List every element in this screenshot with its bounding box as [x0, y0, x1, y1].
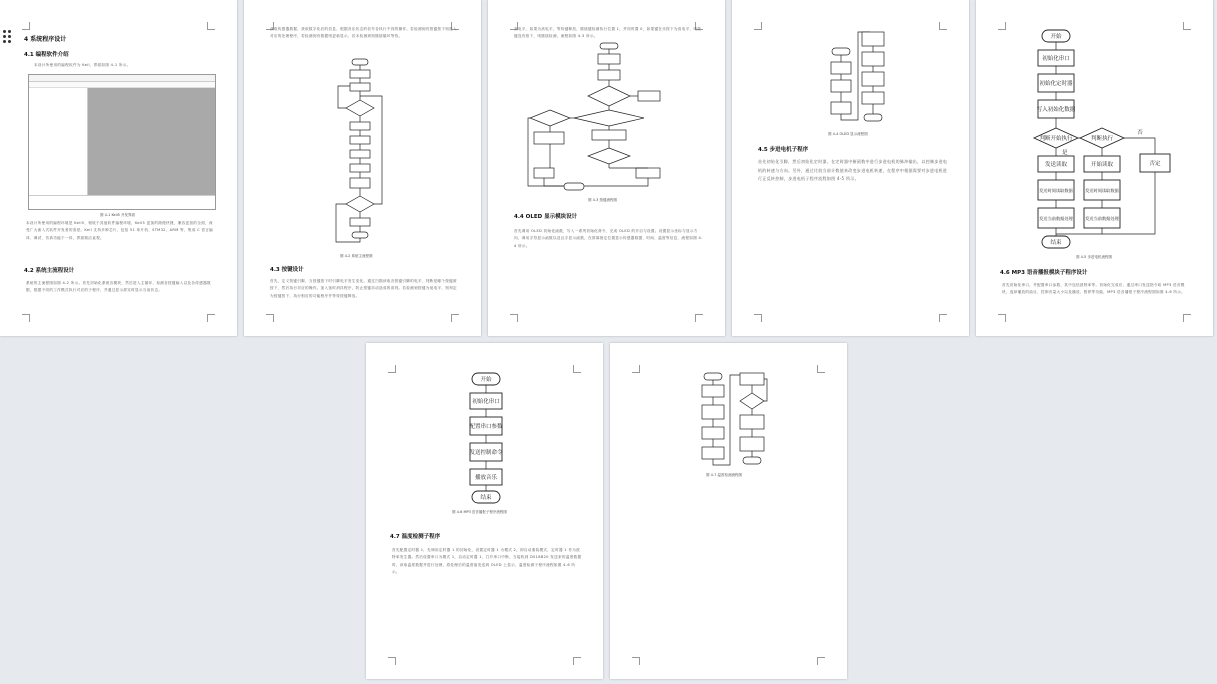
flow-node-label: 发送当前数据处理 [1085, 216, 1119, 221]
body-paragraph: 首先初始化串口，并配置串口参数，其中包括波特率等。初始化完成后，通过串口发送指令给 MP3 语音模块，选择播放的曲目，控制音量大小以及播放、暂停等功能，MP3 语音播报子程序流程图如图 4-6 所示。 [1002, 283, 1186, 295]
drag-handle-icon[interactable] [3, 30, 13, 44]
stepper-flowchart [1032, 28, 1172, 252]
section-heading: 4.7 温度检测子程序 [390, 534, 441, 540]
flow-node-label: 发送时间读取数据 [1039, 188, 1073, 193]
document-page-1 [0, 0, 237, 336]
flow-node-label: 播放音乐 [474, 475, 498, 481]
section-heading: 4.2 系统主流程设计 [24, 268, 75, 274]
section-heading: 4.5 步进电机子程序 [758, 147, 809, 153]
flow-node-label: 发送时间读取数据 [1085, 188, 1119, 193]
flow-node-label: 结束 [480, 495, 492, 501]
chapter-heading: 4 系统程序设计 [24, 36, 67, 43]
body-paragraph: 本设计所使用的编程环境是 Keil5，相较于其他软件编程环境，Keil5 更加的简便快捷，兼容更加的全面，深受广大嵌入式软件开发者的喜爱。Keil 支持多种芯片，包括 51 单片机、STM32、ARM 等，集成 C 语言编译、调试、仿真功能于一体，界面简洁直观。 [26, 221, 213, 240]
document-page-4 [732, 0, 969, 336]
flow-node-label: 开始读取 [1090, 162, 1114, 168]
body-paragraph: 首先调用 OLED 初始化函数，写入一系列初始化命令，完成 OLED 的开启与设置。设置显示坐标与显示方向，调用字符显示函数以及汉字显示函数，在屏幕指定位置显示传感器数据、时间、温度等信息，流程如图 4-4 所示。 [514, 229, 703, 248]
document-page-5 [976, 0, 1213, 336]
section-heading: 4.1 编程软件介绍 [24, 52, 69, 58]
flow-node-label: 结束 [1050, 240, 1062, 246]
document-page-7 [610, 343, 847, 679]
oled-flowchart [828, 30, 892, 130]
flow-node-label: 判断执行 [1090, 136, 1114, 142]
body-paragraph: 首先，定义按键引脚，当按键按下时引脚电平发生变化。通过扫描读取各按键引脚的电平，判断是哪个按键被按下，然后执行对应的操作。加入延时消抖程序，防止按键抖动造成的误判。若检测到按键为低电平，则判定为按键按下，执行相应的功能程序并等待按键释放。 [270, 279, 457, 298]
figure-caption: 图 4-6 MP3 语音播报子程序流程图 [452, 510, 507, 514]
figure-caption: 图 4-1 Keil5 开发界面 [100, 213, 135, 217]
flow-node-label: 开始 [480, 377, 492, 383]
key-flowchart [526, 40, 696, 200]
flow-node-label: 初始化定时器 [1039, 81, 1073, 87]
flow-node-label: 写入初始化数据 [1036, 107, 1076, 113]
document-page-3 [488, 0, 725, 336]
figure-caption: 图 4-3 按键流程图 [588, 198, 617, 202]
flow-node-label: 开始 [1050, 34, 1062, 40]
body-paragraph: 首先初始化引脚，然后初始化定时器，在定时器中断函数中进行步进电机的脉冲输出，以控制步进电机的转速与方向。另外，通过比较当前计数值来改变步进电机转速，在程序中根据需要对步进电机进行正反转控制，步进电机子程序流程如图 4-5 所示。 [758, 159, 948, 182]
flow-branch-label: 否 [1137, 130, 1143, 136]
section-heading: 4.6 MP3 语音播报模块子程序设计 [1000, 270, 1088, 276]
flow-node-label: 判断开始执行 [1039, 136, 1073, 142]
figure-caption: 图 4-4 OLED 显示流程图 [828, 132, 868, 136]
figure-caption: 图 4-2 系统主流程图 [340, 254, 373, 258]
intro-line: 本设计所使用的编程软件为 Keil，界面如图 4-1 所示。 [34, 63, 131, 67]
flow-node-label: 发送读取 [1044, 162, 1068, 168]
document-page-6 [366, 343, 603, 679]
flow-node-label: 否定 [1149, 161, 1161, 167]
body-paragraph: 系统的主流程图如图 4-2 所示。首先初始化系统各模块，然后进入主循环，检测各按键输入以及各传感器数据，根据不同的工作模式执行对应的子程序，并通过显示屏实时显示当前状态。 [26, 281, 211, 293]
flow-node-label: 初始化串口 [1042, 56, 1070, 62]
document-page-2 [244, 0, 481, 336]
body-paragraph: 首先配置定时器 1，先调用定时器 1 的初始化，设置定时器 1 为模式 2，即自动重装模式，定时器 1 作为波特率发生器。然后设置串口为模式 1，启动定时器 1，打开串口中断，当接收到 DS18B20 发送来的温度数据时，读取温度数据并进行处理，将处理后的温度值发送到 OLED 上显示，温度检测子程序流程如图 4-6 所示。 [392, 548, 582, 575]
flow-node-label: 配置串口参数 [469, 424, 503, 430]
figure-caption: 图 4-5 步进电机流程图 [1076, 255, 1112, 259]
flow-node-label: 发送控制命令 [469, 450, 503, 456]
section-heading: 4.3 按键设计 [270, 267, 304, 273]
section-heading: 4.4 OLED 显示模块设计 [514, 214, 578, 220]
keil-screenshot-figure [28, 74, 216, 210]
flow-node-label: 发送当前数据处理 [1039, 216, 1073, 221]
main-flowchart [330, 56, 400, 246]
temperature-flowchart [698, 371, 768, 471]
body-paragraph: 获取传感器数据，获取数字化后的信息，根据音乐状态的信号各执行不同的操作。若检测到有按键按下则进入对应的处理程序，若检测到有数据则更新显示，若未检测到则继续循环等待。 [270, 27, 457, 39]
mp3-flowchart [466, 371, 506, 505]
figure-caption: 图 4-7 温度检测流程图 [706, 473, 742, 477]
flow-node-label: 初始化串口 [472, 399, 500, 405]
flow-branch-label: 是 [1062, 150, 1068, 156]
body-paragraph: 高电平，如果为高电平，等待键释放，继续键检测执行位置 1，并同时置 0，如果键在未按下为高电平，则按键没有按下，则继续检测，流程如图 4-3 所示。 [514, 27, 702, 39]
